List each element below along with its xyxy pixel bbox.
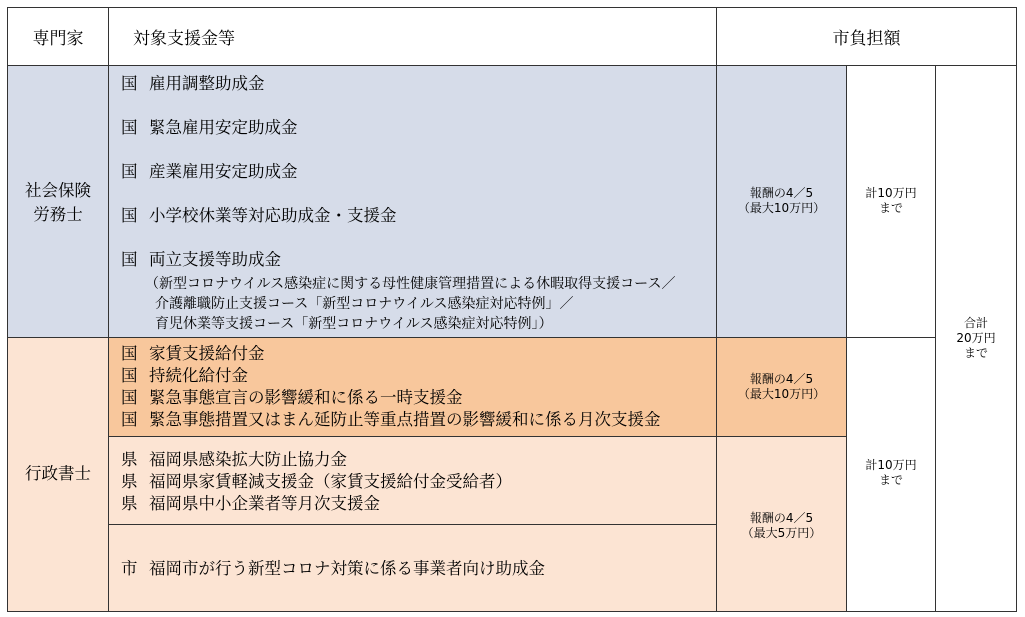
list-item: 国 緊急事態措置又はまん延防止等重点措置の影響緩和に係る月次支援金 — [121, 410, 661, 429]
header-target: 対象支援金等 — [133, 29, 235, 49]
header-expert-cell — [7, 7, 109, 66]
gyousei-local-fee-line1: 報酬の4／5 — [749, 511, 814, 525]
header-target-cell — [108, 7, 717, 66]
gyousei-local-fee-cell — [716, 436, 847, 612]
total-line1: 合計 — [963, 316, 988, 330]
list-item: 国 緊急雇用安定助成金 — [121, 118, 298, 137]
list-item: 県 福岡県家賃軽減支援金（家賃支援給付金受給者） — [121, 472, 512, 491]
sharoushi-fee-line1: 報酬の4／5 — [749, 186, 814, 200]
total-line3: まで — [963, 346, 988, 360]
gyousei-name: 行政書士 — [25, 464, 91, 483]
list-item: 国 両立支援等助成金 — [121, 250, 281, 269]
sharoushi-name-line1: 社会保険 — [25, 181, 91, 200]
gyousei-national-fee-line1: 報酬の4／5 — [749, 372, 814, 386]
gyousei-city-cell — [108, 524, 717, 612]
list-item: 国 持続化給付金 — [121, 366, 248, 385]
sharoushi-subtotal-line1: 計10万円 — [865, 186, 917, 200]
gyousei-subtotal-line2: まで — [878, 473, 903, 487]
list-item: 県 福岡県中小企業者等月次支援金 — [121, 494, 380, 513]
note-line: 育児休業等支援コース「新型コロナウイルス感染症対応特例」） — [155, 316, 553, 332]
list-item: 国 産業雇用安定助成金 — [121, 162, 298, 181]
list-item: 市 福岡市が行う新型コロナ対策に係る事業者向け助成金 — [121, 559, 545, 578]
sharoushi-name-cell — [7, 65, 109, 338]
sharoushi-name-line2: 労務士 — [33, 205, 83, 224]
sharoushi-subtotal-line2: まで — [878, 201, 903, 215]
header-burden-cell — [716, 7, 1017, 66]
note-line: （新型コロナウイルス感染症に関する母性健康管理措置による休暇取得支援コース／ — [145, 276, 676, 292]
sharoushi-fee-cell — [716, 65, 847, 338]
gyousei-national-fee-line2: （最大10万円） — [737, 387, 826, 401]
gyousei-subtotal-cell — [846, 337, 936, 612]
list-item: 県 福岡県感染拡大防止協力金 — [121, 450, 347, 469]
gyousei-national-cell — [108, 337, 717, 437]
total-line2: 20万円 — [956, 331, 996, 345]
sharoushi-subtotal-cell — [846, 65, 936, 338]
gyousei-subtotal-line1: 計10万円 — [865, 458, 917, 472]
header-expert: 専門家 — [32, 29, 84, 49]
list-item: 国 家賃支援給付金 — [121, 344, 265, 363]
gyousei-prefecture-cell — [108, 436, 717, 525]
header-burden: 市負担額 — [832, 29, 901, 49]
gyousei-name-cell — [7, 337, 109, 612]
gyousei-local-fee-line2: （最大5万円） — [741, 526, 822, 540]
sharoushi-items-cell — [108, 65, 717, 338]
list-item: 国 雇用調整助成金 — [121, 74, 265, 93]
list-item: 国 緊急事態宣言の影響緩和に係る一時支援金 — [121, 388, 463, 407]
gyousei-national-fee-cell — [716, 337, 847, 437]
note-line: 介護離職防止支援コース「新型コロナウイルス感染症対応特例」／ — [155, 296, 574, 312]
list-item: 国 小学校休業等対応助成金・支援金 — [121, 206, 397, 225]
total-cell — [935, 65, 1017, 612]
sharoushi-fee-line2: （最大10万円） — [737, 201, 826, 215]
